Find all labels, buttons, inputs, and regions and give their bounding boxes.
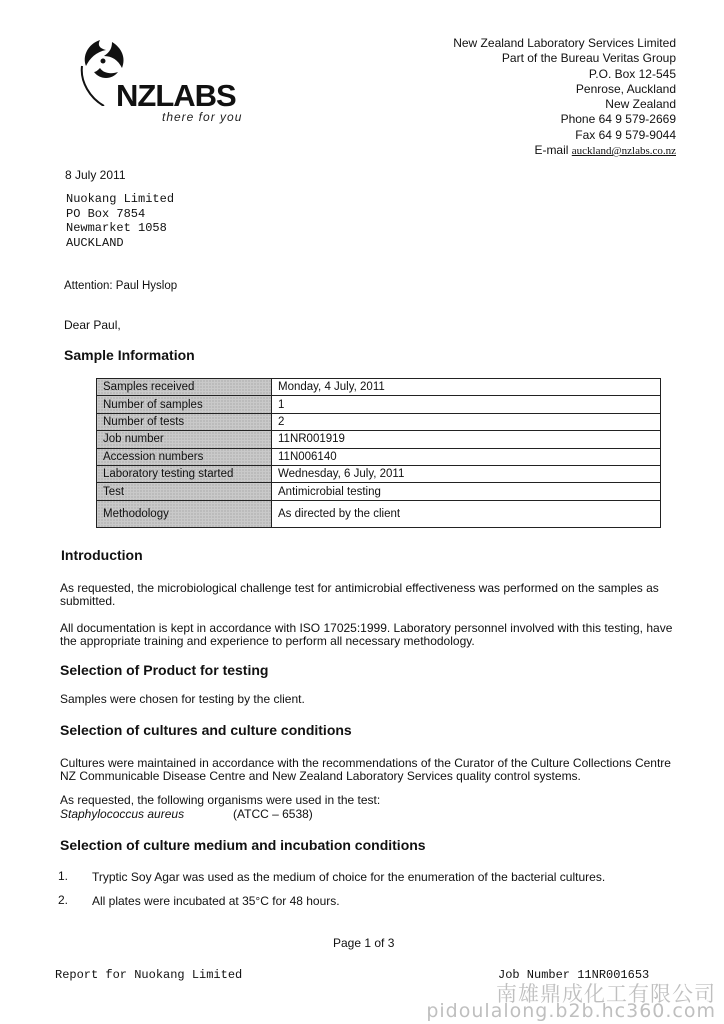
row-label: Samples received [97, 379, 272, 396]
introduction-paragraph: As requested, the microbiological challenge test for antimicrobial effectiveness was performed on the samples as submitted. [60, 581, 659, 608]
table-row [97, 413, 661, 430]
recipient-line: AUCKLAND [66, 235, 124, 250]
list-item-number: 2. [58, 893, 69, 907]
selection-product-heading: Selection of Product for testing [60, 662, 269, 678]
row-label: Test [97, 483, 272, 500]
company-address [453, 36, 676, 159]
email-label: E-mail [534, 143, 569, 158]
company-line: Penrose, Auckland [575, 81, 676, 96]
email-link[interactable]: auckland@nzlabs.co.nz [571, 145, 676, 158]
row-label: Job number [97, 431, 272, 448]
row-value: Antimicrobial testing [272, 483, 661, 500]
organism-name: Staphylococcus aureus [60, 807, 185, 821]
sample-information-table [96, 378, 661, 528]
table-row [97, 465, 661, 482]
row-label: Laboratory testing started [97, 465, 272, 482]
row-value: 2 [272, 413, 661, 430]
row-label: Number of samples [97, 396, 272, 413]
company-line: P.O. Box 12-545 [588, 66, 676, 81]
company-line: New Zealand [605, 97, 676, 112]
recipient-line: PO Box 7854 [66, 206, 146, 221]
list-item: All plates were incubated at 35°C for 48 hours. [92, 894, 340, 908]
list-item: Tryptic Soy Agar was used as the medium of choice for the enumeration of the bacterial cultures. [92, 870, 606, 884]
selection-cultures-paragraph: As requested, the following organisms were used in the test: [60, 793, 381, 807]
company-email-line [453, 143, 676, 159]
greeting: Dear Paul, [64, 318, 121, 332]
company-line: New Zealand Laboratory Services Limited [453, 36, 676, 50]
sample-information-heading: Sample Information [64, 347, 195, 363]
logo-wordmark: NZLABS [116, 78, 236, 113]
row-value: 11N006140 [272, 448, 661, 465]
row-value: Monday, 4 July, 2011 [272, 379, 661, 396]
introduction-paragraph: All documentation is kept in accordance with ISO 17025:1999. Laboratory personnel involved with this testing, have the appropriate training and experience to perform all necessary methodology. [60, 621, 673, 648]
row-label: Methodology [97, 500, 272, 527]
selection-cultures-paragraph: Cultures were maintained in accordance with the recommendations of the Curator of the Culture Collections Centre NZ Communicable Disease Centre and New Zealand Laboratory Services quality control systems. [60, 756, 671, 783]
logo-tagline: there for you [162, 110, 243, 124]
footer-job-number: Job Number 11NR001653 [498, 968, 650, 982]
attention-line: Attention: Paul Hyslop [64, 280, 178, 292]
list-item-number: 1. [58, 869, 69, 883]
selection-medium-heading: Selection of culture medium and incubation conditions [60, 837, 426, 853]
organism-atcc: (ATCC – 6538) [233, 807, 313, 821]
watermark-url: pidoulalong.b2b.hc360.com [426, 1000, 716, 1022]
nzlabs-logo [76, 36, 256, 132]
recipient-address [66, 192, 174, 250]
row-value: Wednesday, 6 July, 2011 [272, 465, 661, 482]
selection-cultures-heading: Selection of cultures and culture conditions [60, 722, 352, 738]
row-value: 1 [272, 396, 661, 413]
recipient-line: Newmarket 1058 [66, 221, 167, 236]
company-line: Fax 64 9 579-9044 [575, 127, 676, 142]
row-value: As directed by the client [272, 500, 661, 527]
row-label: Accession numbers [97, 448, 272, 465]
introduction-heading: Introduction [61, 547, 143, 563]
table-row [97, 379, 661, 396]
table-row [97, 396, 661, 413]
table-row [97, 500, 661, 527]
table-row [97, 448, 661, 465]
recipient-line: Nuokang Limited [66, 192, 175, 206]
selection-product-paragraph: Samples were chosen for testing by the client. [60, 692, 305, 706]
page-number: Page 1 of 3 [333, 936, 395, 950]
watermark-company: 南雄鼎成化工有限公司 [496, 982, 716, 1006]
footer-report-for: Report for Nuokang Limited [55, 968, 243, 982]
letter-date: 8 July 2011 [65, 168, 126, 182]
table-row [97, 431, 661, 448]
company-line: Part of the Bureau Veritas Group [501, 51, 676, 66]
company-line: Phone 64 9 579-2669 [560, 112, 676, 127]
table-row [97, 483, 661, 500]
row-label: Number of tests [97, 413, 272, 430]
row-value: 11NR001919 [272, 431, 661, 448]
